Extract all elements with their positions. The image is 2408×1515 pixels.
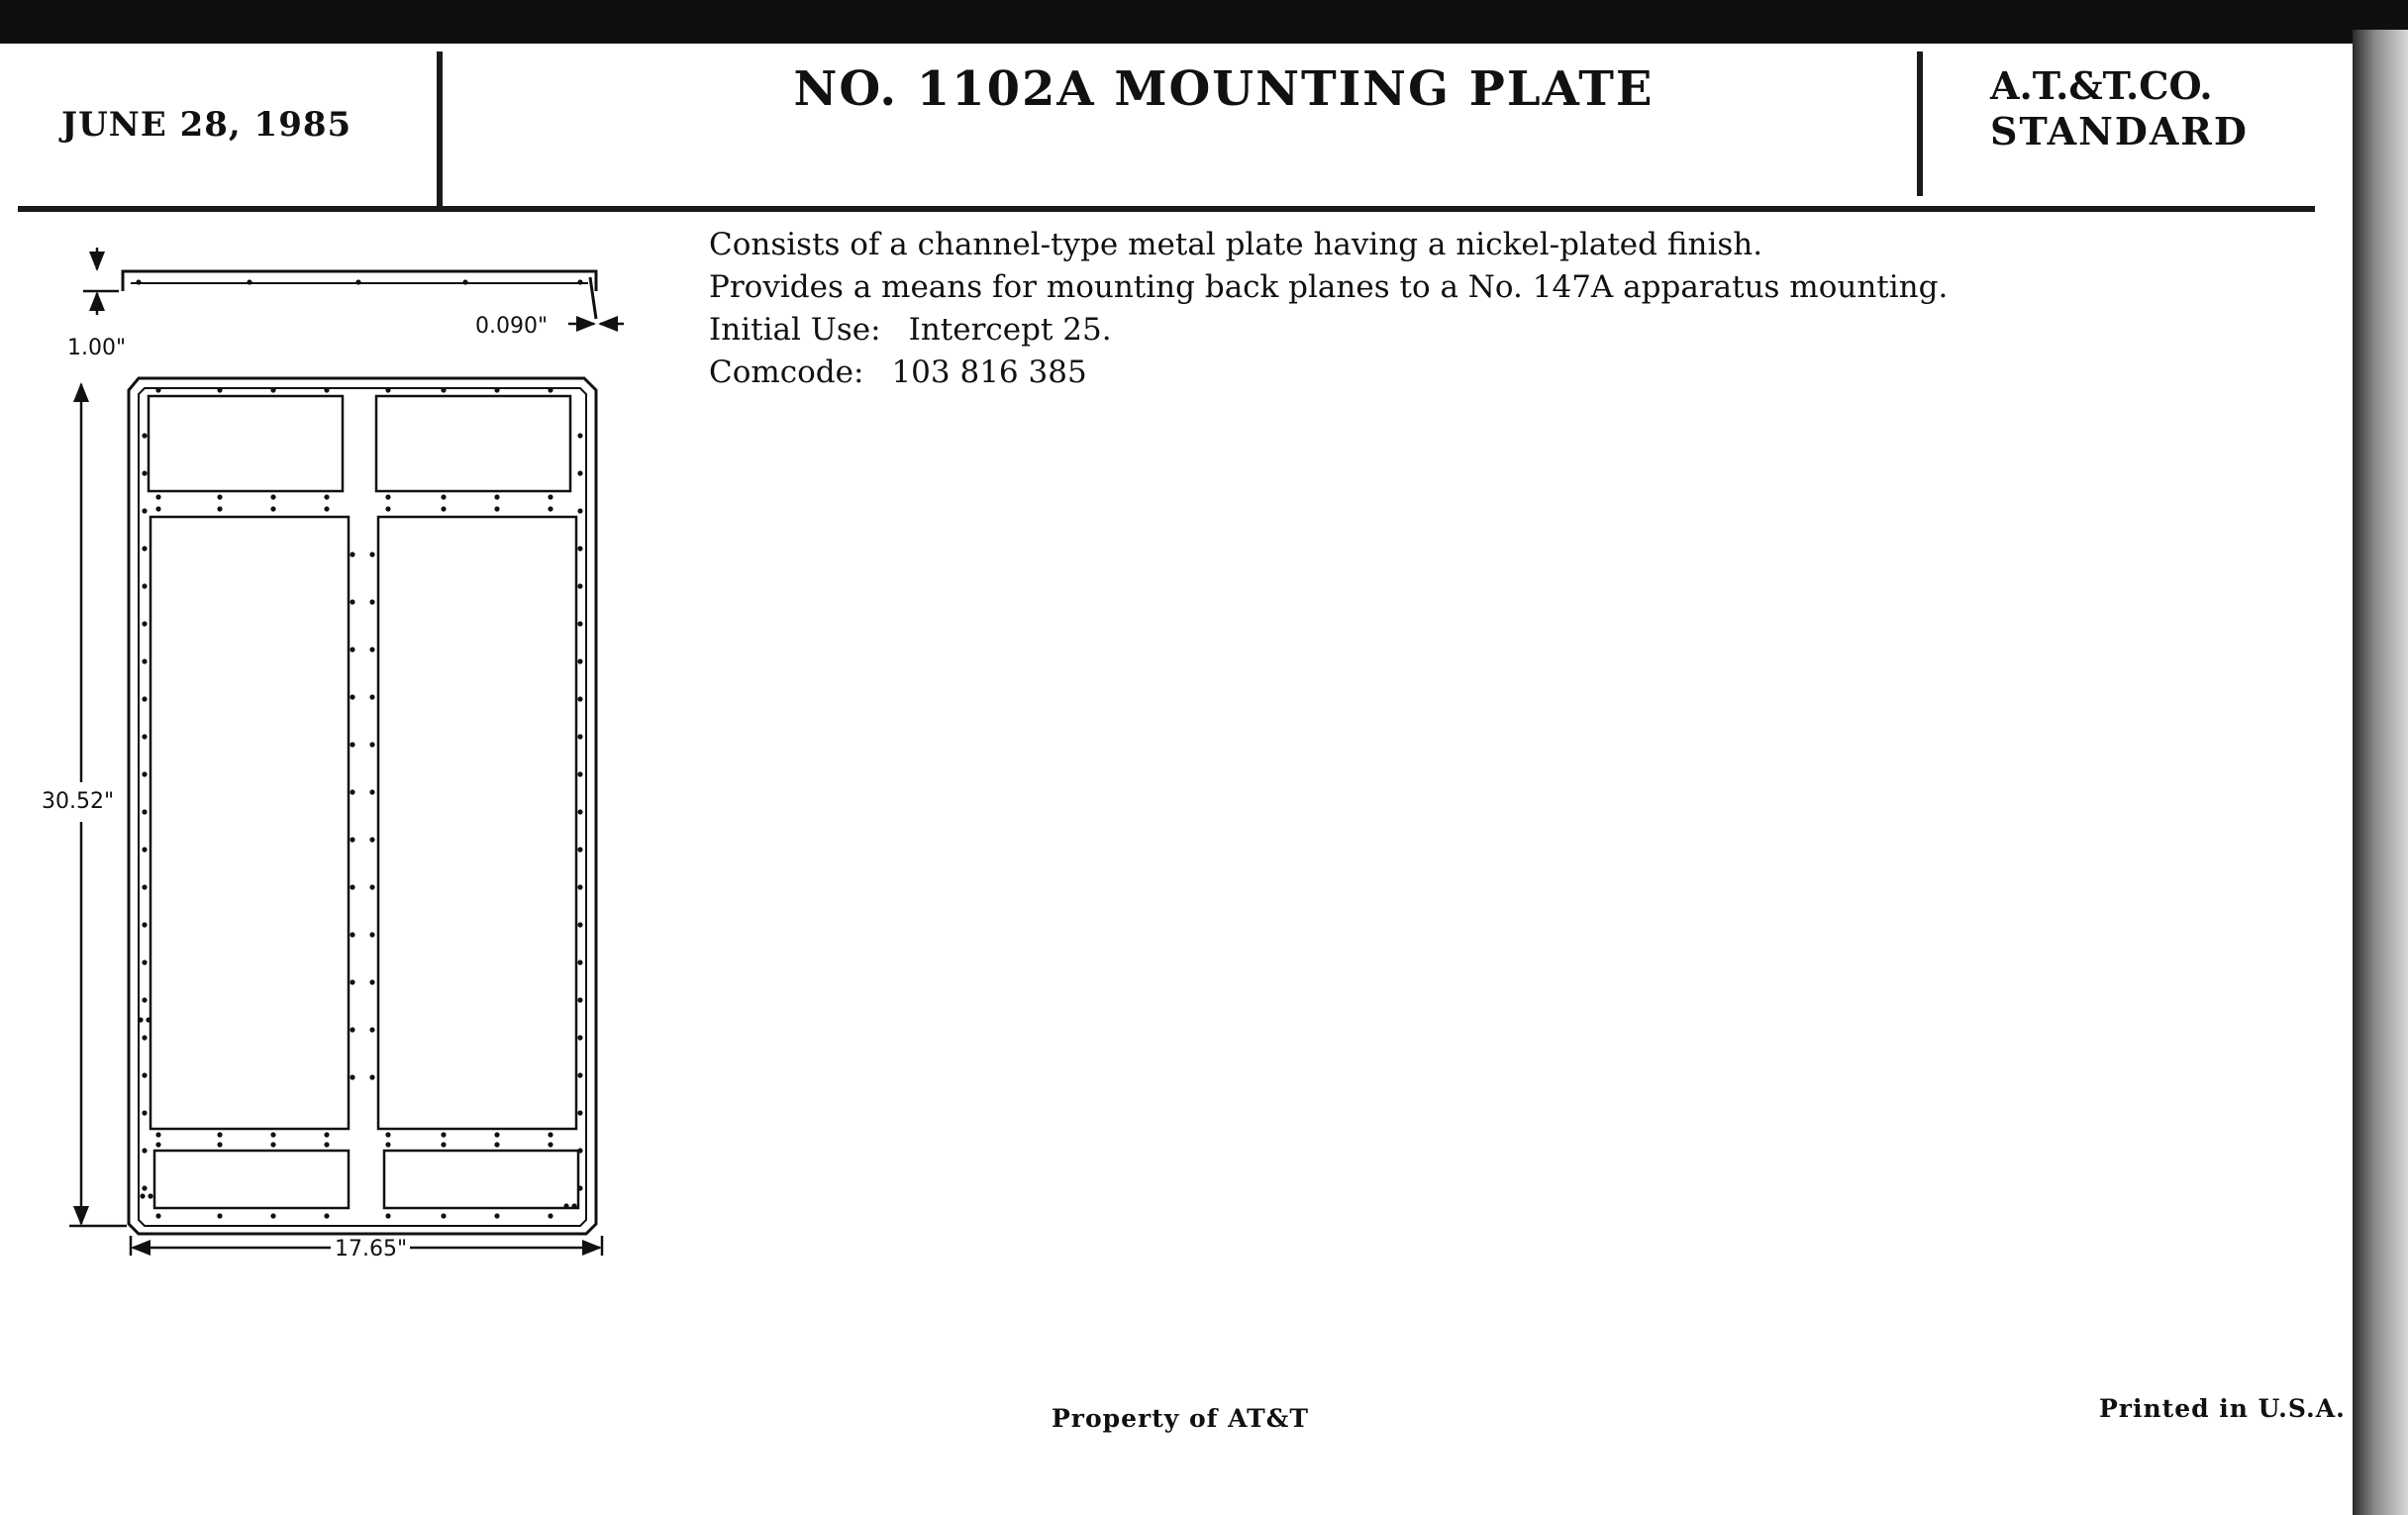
mounting-hole (142, 621, 147, 626)
mounting-hole (577, 847, 582, 852)
mounting-hole (155, 387, 160, 392)
mounting-hole (385, 494, 390, 499)
mounting-hole (142, 922, 147, 927)
mounting-hole (441, 1132, 446, 1137)
mounting-hole (577, 771, 582, 776)
mounting-hole (324, 1142, 329, 1147)
mounting-hole (563, 1203, 568, 1208)
standard-line-2: STANDARD (1990, 109, 2249, 153)
mounting-hole (571, 1203, 576, 1208)
mounting-hole (350, 837, 354, 842)
dim-plate-width-label: 17.65" (335, 1237, 408, 1262)
channel-view (123, 271, 596, 319)
mounting-hole (577, 884, 582, 889)
mounting-hole (155, 1142, 160, 1147)
dim-plate-height-label: 30.52" (42, 789, 115, 814)
mounting-hole (270, 494, 275, 499)
mounting-hole (217, 1142, 222, 1147)
mounting-hole (155, 1132, 160, 1137)
mounting-hole (577, 1148, 582, 1153)
mounting-hole (270, 387, 275, 392)
mounting-hole (142, 771, 147, 776)
mounting-hole (577, 583, 582, 588)
issue-date: JUNE 28, 1985 (61, 105, 352, 145)
mounting-hole (369, 552, 374, 556)
mounting-hole (350, 694, 354, 699)
mounting-hole (577, 470, 582, 475)
mounting-hole (369, 1027, 374, 1032)
description-line-2: Provides a means for mounting back planes to a No. 147A apparatus mounting. (709, 269, 1949, 305)
initial-use-label: Initial Use: (709, 312, 881, 348)
mounting-hole (350, 979, 354, 984)
mounting-hole (270, 506, 275, 511)
mounting-hole (494, 387, 499, 392)
mounting-hole (324, 494, 329, 499)
plate-windows (149, 396, 578, 1208)
mounting-hole (142, 734, 147, 739)
mounting-hole (217, 506, 222, 511)
mounting-hole (142, 1110, 147, 1115)
mounting-hole (148, 1193, 152, 1198)
mounting-hole (142, 433, 147, 438)
mounting-hole (270, 1132, 275, 1137)
mounting-hole (577, 997, 582, 1002)
mounting-hole (324, 506, 329, 511)
mounting-hole (142, 809, 147, 814)
dim-channel-height-label: 1.00" (67, 336, 127, 360)
mounting-hole (577, 1072, 582, 1077)
mounting-hole (441, 506, 446, 511)
mounting-hole (142, 1035, 147, 1040)
mounting-hole (441, 494, 446, 499)
mounting-hole (350, 599, 354, 604)
mounting-hole (577, 922, 582, 927)
dim-channel-height (83, 248, 119, 315)
mounting-hole (462, 279, 467, 284)
mounting-hole (155, 494, 160, 499)
mounting-hole (142, 583, 147, 588)
plate-holes (138, 387, 582, 1218)
mounting-hole (577, 658, 582, 663)
mounting-hole (217, 387, 222, 392)
mounting-hole (577, 809, 582, 814)
mounting-hole (548, 494, 552, 499)
mounting-hole (142, 546, 147, 551)
mounting-hole (369, 1074, 374, 1079)
mounting-hole (369, 694, 374, 699)
mounting-hole (350, 1027, 354, 1032)
mounting-hole (494, 506, 499, 511)
mounting-hole (324, 1213, 329, 1218)
mounting-hole (142, 508, 147, 513)
description-line-1: Consists of a channel-type metal plate having a nickel-plated finish. (709, 227, 1763, 262)
mounting-hole (369, 884, 374, 889)
mounting-hole (155, 506, 160, 511)
mounting-hole (369, 647, 374, 652)
mounting-hole (548, 1142, 552, 1147)
mounting-hole (577, 546, 582, 551)
mounting-hole (369, 742, 374, 747)
footer-property: Property of AT&T (1052, 1404, 1309, 1433)
mounting-hole (494, 1142, 499, 1147)
mounting-hole (138, 1017, 143, 1022)
mounting-hole (385, 1142, 390, 1147)
mounting-hole (350, 1074, 354, 1079)
mounting-hole (142, 470, 147, 475)
mounting-hole (577, 279, 582, 284)
mounting-hole (548, 387, 552, 392)
mounting-hole (494, 494, 499, 499)
mounting-hole (441, 1142, 446, 1147)
mounting-hole (577, 960, 582, 964)
mounting-hole (350, 552, 354, 556)
mounting-hole (142, 1148, 147, 1153)
page-title: NO. 1102A MOUNTING PLATE (793, 61, 1655, 117)
mounting-hole (369, 979, 374, 984)
mounting-hole (369, 837, 374, 842)
mounting-hole (142, 696, 147, 701)
mounting-hole (142, 1185, 147, 1190)
mounting-hole (355, 279, 360, 284)
mounting-hole (217, 494, 222, 499)
mounting-hole (577, 1035, 582, 1040)
mounting-hole (494, 1132, 499, 1137)
mounting-hole (385, 1213, 390, 1218)
mounting-hole (270, 1142, 275, 1147)
mounting-hole (577, 1110, 582, 1115)
mounting-hole (441, 1213, 446, 1218)
mounting-hole (350, 789, 354, 794)
mounting-hole (142, 997, 147, 1002)
mounting-hole (142, 658, 147, 663)
mounting-hole (369, 789, 374, 794)
dim-thickness-label: 0.090" (475, 314, 549, 339)
mounting-hole (369, 599, 374, 604)
mounting-hole (350, 647, 354, 652)
mounting-hole (270, 1213, 275, 1218)
mounting-hole (142, 1072, 147, 1077)
mounting-hole (577, 696, 582, 701)
mounting-hole (324, 387, 329, 392)
mounting-hole (577, 621, 582, 626)
mounting-hole (217, 1132, 222, 1137)
mounting-hole (369, 932, 374, 937)
mounting-hole (385, 1132, 390, 1137)
mounting-hole (350, 742, 354, 747)
mounting-hole (577, 508, 582, 513)
mounting-hole (494, 1213, 499, 1218)
mounting-hole (247, 279, 251, 284)
footer-printed: Printed in U.S.A. (2099, 1394, 2346, 1423)
standard-line-1: A.T.&T.CO. (1990, 63, 2213, 108)
mounting-hole (577, 1185, 582, 1190)
mounting-hole (217, 1213, 222, 1218)
mounting-hole (548, 1132, 552, 1137)
mounting-hole (136, 279, 141, 284)
mounting-hole (385, 506, 390, 511)
mounting-hole (441, 387, 446, 392)
mounting-hole (155, 1213, 160, 1218)
mounting-hole (142, 960, 147, 964)
mounting-hole (146, 1017, 150, 1022)
mounting-hole (385, 387, 390, 392)
mounting-hole (142, 847, 147, 852)
mounting-hole (548, 1213, 552, 1218)
comcode-label: Comcode: (709, 354, 864, 390)
mounting-hole (577, 734, 582, 739)
mounting-hole (324, 1132, 329, 1137)
mounting-hole (548, 506, 552, 511)
mounting-hole (350, 932, 354, 937)
comcode-value: 103 816 385 (891, 354, 1087, 390)
mounting-hole (140, 1193, 145, 1198)
mounting-hole (350, 884, 354, 889)
plate-outline (129, 378, 596, 1234)
mounting-hole (142, 884, 147, 889)
mounting-hole (577, 433, 582, 438)
initial-use-value: Intercept 25. (908, 312, 1112, 348)
